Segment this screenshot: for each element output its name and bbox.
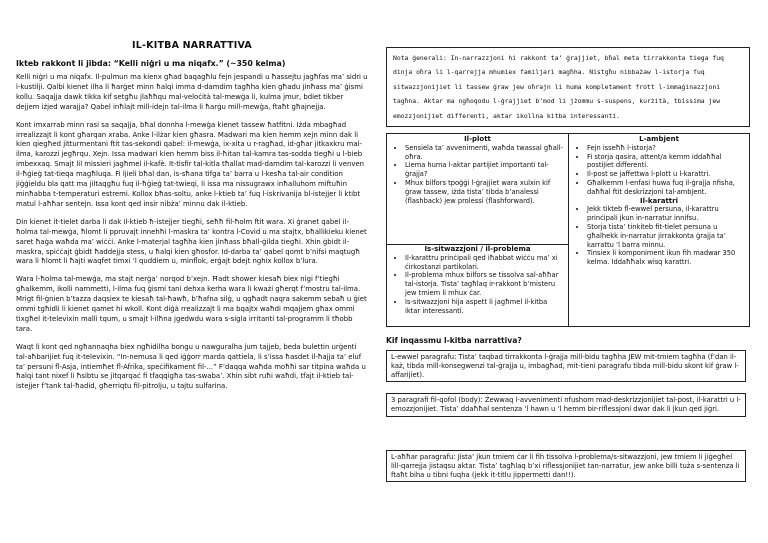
- situation-item: • Is-sitwazzjoni hija aspett li jagħmel il-kitba iktar interessanti.: [405, 298, 564, 316]
- plot-header: Il-plott: [464, 135, 491, 143]
- situation-item: • Il-problema mhux bilfors se tissolva sal-aħħar tal-istorja. Tista’ tagħlaq ir-rakkont b’misteru jew tmiem li mhux ċar.: [405, 271, 564, 297]
- structure-box-intro: [386, 350, 746, 382]
- general-note-box: [386, 47, 750, 127]
- structure-body-text: 3 paragrafi fil-qofol (body): Żewwaq l-avvenimenti nfushom mad-deskrizzjonijiet tal-post, il-karattri u l-emozzjonijiet. Tista’ ddaħħal sentenza ‘l hawn u ‘l hemm bir-riflessjoni dwar dak li jkun qed jiġri.: [391, 396, 741, 413]
- structure-box-conclusion: [386, 450, 746, 482]
- setting-item: • Fejn isseħħ l-istorja?: [587, 144, 745, 153]
- setting-header: L-ambjent: [639, 135, 679, 143]
- essay-paragraph-2: Kont imxarrab minn rasi sa saqajja, bħal donnha l-mewġa kienet tassew ħatfitni. Iżda mbagħad irrealizzajt li kont għarqan xraba. Anke l-ilżar kien għasra. Madwari ma kien hemm xejn minn dak li kien qiegħed jitturmentani ftit tas-sekondi qabel: il-mewġa, ix-xita u r-ragħad, id-għar jitkaxkru mal-ilma, karozzi jegħrqu. Xejn. Issa madwari kien hemm biss il-ħitan tal-kamra tas-sodda tiegħi u l-bieb imbexxaq. Smajt lil missieri jagħmel il-kafè. It-tisfir tal-kitla tħallat mad-damdim tal-karozzi li venven il-ħġieġ tat-tieqa magħluqa. Fi ljieli bħal dan, is-sħana tifga ta’ barra u l-kesħa tal-air condition jiġġieldu bla qatt ma jiltaqgħu fuq il-ħġieġ tat-twieqi, li issa ma nissugrawx inħalluhom miftuħin minħabba t-temperaturi estremi. Kollox bħas-soltu, anke l-ktieb ta’ fuq l-iskrivanija bl-istejjer li ktibt matul l-aħħar sentejn. Issa kont qed insir nibża’ minnu dak il-ktieb.: [16, 120, 365, 208]
- characters-item: • Storja tista’ tinkiteb fit-tielet persuna u għalhekk in-narratur jirrakkonta ġrajja ta’ karrattu ‘l barra minnu.: [587, 223, 745, 249]
- characters-item: • Jekk tikteb fl-ewwel persuna, il-karattru prinċipali jkun in-narratur innifsu.: [587, 205, 745, 223]
- elements-grid: [386, 133, 750, 327]
- plot-cell: [387, 135, 568, 205]
- situation-header: Is-sitwazzjoni / il-problema: [424, 245, 531, 253]
- essay-paragraph-5: Waqt li kont qed ngħannaqha biex ngħidilha bongu u nawguralha jum tajjeb, beda bulettin urġenti tal-aħbarijiet fuq it-televixin. “In-nemusa li qed iġġorr marda qattiela, li s’issa ħasdet il-ħajja ta’ eluf ta’ persuni fl-Asja, intiemħet fl-Afrika, speċifikament fil-...” F’daqqa waħda moħħi sar titpina waħda u ħalqi tant nixef li ħsibtu se jitqarqaċ fi tfaqqigħa tas-swaba’. Xhin sibt ruħi waħdi, tfajt il-ktieb tal-istejjer f’tank tal-ħadid, għerriqtu fil-pitrolju, u tajtu sulfarina.: [16, 342, 366, 391]
- essay-prompt: Ikteb rakkont li jibda: “Kelli niġri u ma niqafx.” (~350 kelma): [16, 59, 286, 68]
- general-note-text: Nota ġenerali: In-narrazzjoni hi rakkont ta’ ġrajjiet, bħal meta tirrakkonta tiega fuq dinja oħra li l-qarrejja mhumiex familjari magħha. Nistgħu nibbażaw l-istorja fuq sitwazzjonijiet li tassew ġraw jew oħrajn li huma kompletament frott l-immaġinazzjoni tagħna. Aktar ma ngħoqodu l-ġrajjiet b’mod li jżommu s-suspens, kurżità, tbissima jew emozzjonijiet differenti, aktar ikollna kitba interessanti.: [393, 54, 724, 120]
- essay-paragraph-3: Din kienet it-tielet darba li dak il-ktieb ħ-istejjer tiegħi, seħħ fil-ħolm ftit wara. Xi ġranet qabel il-ħolma tal-mewġa, ħlomt li ppruvajt innehħi l-maskra ta’ kontra l-Covid u ma stajtx, bħallikieku kienet saret ħaġa waħda ma’ wiċċi. Anke l-materjal tagħha kien jinħass bħall-ġilda tiegħi. Xhin ġbidt il-maskra, spiċċajt ġbidt ħaddejja stess, u ħalqi kien għosfor. Id-darba ta’ qabel qomt b’nifsi maqtugħ wara li ħlomt li ħajti waqfet timxi ‘l quddiem u, minflok, erġajt bdejt nghix kollox b’lura.: [16, 217, 367, 266]
- characters-header: Il-karattri: [639, 196, 678, 205]
- essay-paragraph-4: Wara l-ħolma tal-mewġa, ma stajt nerġa’ norqod b’xejn. Ħadt shower kiesaħ biex nigi f’tiegħi għalkemm, ikolli nammetti, l-ilma fuq ġismi tani dehxa kerha wara li kważi għerqt f’mostru tal-ilma. Mrigt fil-ġnien b’tazza daqsiex te kiesaħ tal-ħawħ, b’ħafna silġ, u qgħadt naqra sakemm sebaħ u ġiet ommi tgħidli li kienet qamet hi wkoll. Kont diġà rrealizzajt li ma bqajtx waħdi mqajjem għax ommi tixgħel it-televixin malli tqum, u smajt l-ilħna jgedwdu wara s-sigla irritanti tal-programm li tħobb tara.: [16, 275, 367, 333]
- plot-item: • Mhux bilfors tpoġġi l-ġrajjiet wara xulxin kif ġraw tassew, iżda tista’ tibda b’analessi (flashback) jew prolessi (flashforward).: [405, 179, 564, 205]
- structure-question: Kif inqassmu l-kitba narrattiva?: [386, 336, 522, 345]
- structure-conclusion-text: L-aħħar paragrafu: Jista’ jkun tmiem ċar li fih tissolva l-problema/s-sitwazzjoni, jew tmiem li jiġegħel lill-qarrejja jistaqsu aktar. Tista’ tagħlaq b’xi riflessjonijiet tan-narratur, jew anke billi tuża s-sentenza li ftaħt biha u tibni fuqha (jekk it-titlu jippermetti dan!!).: [391, 453, 740, 479]
- essay-column: [16, 40, 368, 400]
- plot-item: • Liema huma l-aktar partijiet importanti tal-ġrajja?: [405, 161, 564, 179]
- setting-item: • Fi storja qasira, attent/a kemm iddaħħal postijiet differenti.: [587, 153, 745, 171]
- setting-cell: [569, 135, 749, 267]
- structure-box-body: [386, 393, 746, 417]
- situation-item: • Il-karattru prinċipali qed iħabbat wiċċu ma’ xi ċirkostanzi partikolari.: [405, 254, 564, 272]
- situation-cell: [387, 245, 568, 315]
- setting-item: • Il-post se jaffettwa l-plott u l-karattri.: [587, 170, 745, 179]
- structure-intro-text: L-ewwel paragrafu: Tista’ taqbad tirrakkonta l-ġrajja mill-bidu tagħha JEW mit-tmiem tagħha (f’dan il-każ, tibda mill-konsegwenzi tal-ġrajja u, imbagħad, mit-tieni paragrafu tibda mill-bidu skont kif ġraw l-affarijiet).: [391, 353, 739, 379]
- setting-item: • Għalkemm l-enfasi huwa fuq il-ġrajja nfisha, daħħal ftit deskrizzjoni tal-ambjent.: [587, 179, 745, 197]
- document-title: IL-KITBA NARRATTIVA: [132, 40, 252, 51]
- characters-item: • Tinsiex li komponiment ikun fih madwar 350 kelma. Iddaħħalx wisq karattri.: [587, 249, 745, 267]
- plot-item: • Sensiela ta’ avvenimenti, waħda twassal għall-oħra.: [405, 144, 564, 162]
- essay-paragraph-1: Kelli niġri u ma niqafx. Il-pulmun ma kienx għad baqagħlu fejn jespandi u ħassejtu jagħfas ma’ sidri u l-kustilji. Qalbi kienet ilha li ħarġet minn ħalqi imma d-damdim tagħha kien għadu jinħass ma’ ġismi kollu. Saqajja dawk tikka kif setgħu jlaħħqu mal-veloċità tal-mewġa li, kulma jmur, bdiet tikber dejjem iżjed warajja? Qabel inħlajt mill-idejn tal-ilma li ħarġu mill-mewġa, ftaħt għajnejja.: [16, 73, 368, 111]
